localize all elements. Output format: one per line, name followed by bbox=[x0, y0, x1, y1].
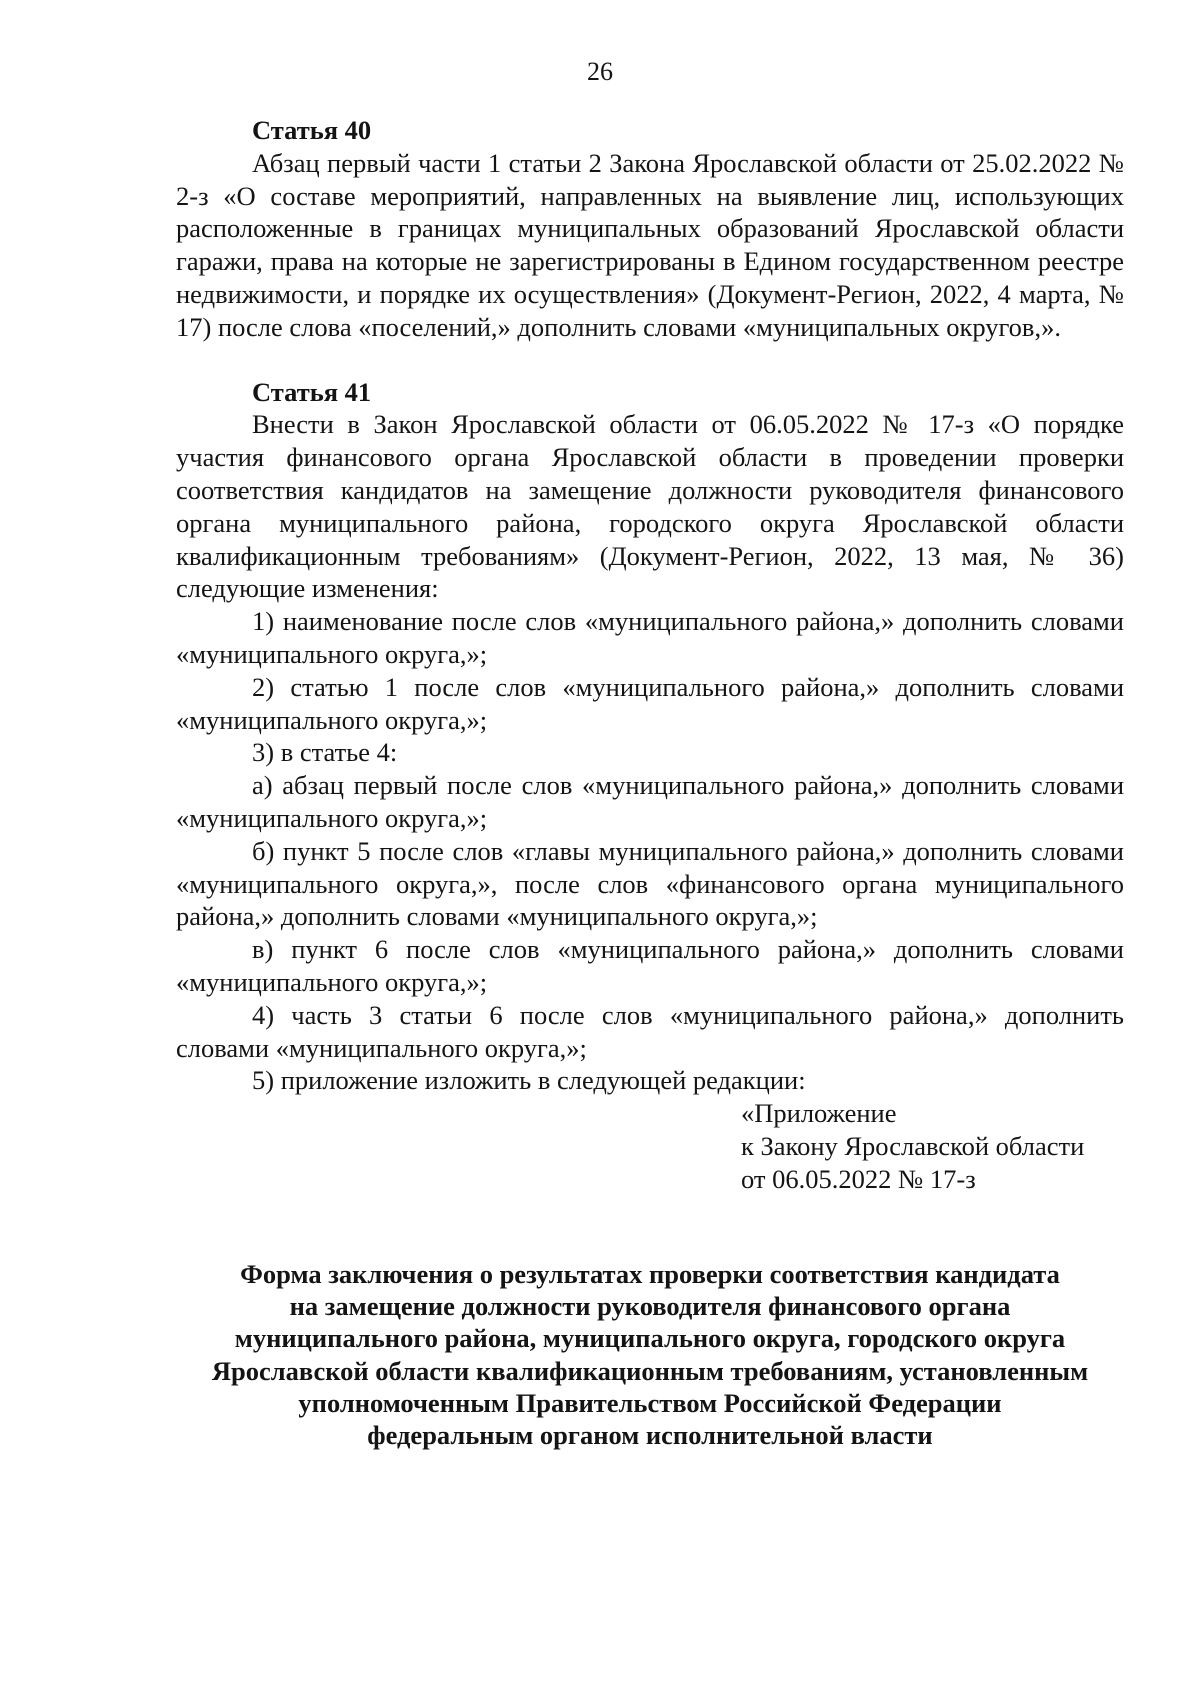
article-41-item-2: 2) статью 1 после слов «муниципального района,» дополнить словами «муниципального округа,»; bbox=[176, 671, 1124, 735]
appendix-caption-line: от 06.05.2022 № 17-з bbox=[741, 1163, 976, 1194]
form-title-line: уполномоченным Правительством Российской Федерации bbox=[298, 1387, 1002, 1418]
article-41-item-3v: в) пункт 6 после слов «муниципального района,» дополнить словами «муниципального округа,»; bbox=[176, 934, 1124, 997]
form-title-line: Ярославской области квалификационным требованиям, установленным bbox=[211, 1355, 1089, 1386]
article-40-heading: Статья 40 bbox=[252, 115, 372, 145]
article-41-item-4: 4) часть 3 статьи 6 после слов «муниципального района,» дополнить словами «муниципального округа,»; bbox=[176, 999, 1124, 1063]
article-41-item-5: 5) приложение изложить в следующей редакции: bbox=[252, 1065, 806, 1096]
form-title-line: муниципального района, муниципального округа, городского округа bbox=[234, 1323, 1066, 1354]
form-title-line: федеральным органом исполнительной власти bbox=[367, 1420, 933, 1451]
article-41-item-3: 3) в статье 4: bbox=[252, 737, 398, 768]
article-41-intro: Внести в Закон Ярославской области от 06.05.2022 № 17-з «О порядке участия финансового органа Ярославской области в проведении проверки соответствия кандидатов на замещение должности руководителя финансового органа муниципального района, городского округа Ярославской области квалификационным требованиям» (Документ-Регион, 2022, 13 мая, № 36) следующие изменения: bbox=[176, 409, 1124, 604]
article-41-item-3a: а) абзац первый после слов «муниципального района,» дополнить словами «муниципального округа,»; bbox=[176, 770, 1124, 833]
page-number: 26 bbox=[587, 57, 613, 86]
form-title-line: Форма заключения о результатах проверки соответствия кандидата bbox=[240, 1259, 1060, 1289]
form-title bbox=[176, 1258, 1124, 1451]
appendix-caption-line: «Приложение bbox=[741, 1098, 897, 1129]
article-41-item-1: 1) наименование после слов «муниципального района,» дополнить словами «муниципального округа,»; bbox=[176, 606, 1124, 669]
paragraph-gap bbox=[176, 344, 1124, 376]
appendix-caption-line: к Закону Ярославской области bbox=[741, 1130, 1085, 1161]
article-41-heading: Статья 41 bbox=[252, 376, 372, 407]
form-title-line: на замещение должности руководителя финансового органа bbox=[289, 1291, 1011, 1322]
article-40-text: Абзац первый части 1 статьи 2 Закона Ярославской области от 25.02.2022 № 2-з «О составе мероприятий, направленных на выявление лиц, использующих расположенные в границах муниципальных образований Ярославской области гаражи, права на которые не зарегистрированы в Едином государственном реестре недвижимости, и порядке их осуществления» (Документ-Регион, 2022, 4 марта, № 17) после слова «поселений,» дополнить словами «муниципальных округов,». bbox=[176, 147, 1124, 342]
article-41-item-3b: б) пункт 5 после слов «главы муниципального района,» дополнить словами «муниципального округа,», после слов «финансового органа муниципального района,» дополнить словами «муниципального округа,»; bbox=[176, 835, 1124, 932]
document-body bbox=[176, 114, 1124, 1196]
